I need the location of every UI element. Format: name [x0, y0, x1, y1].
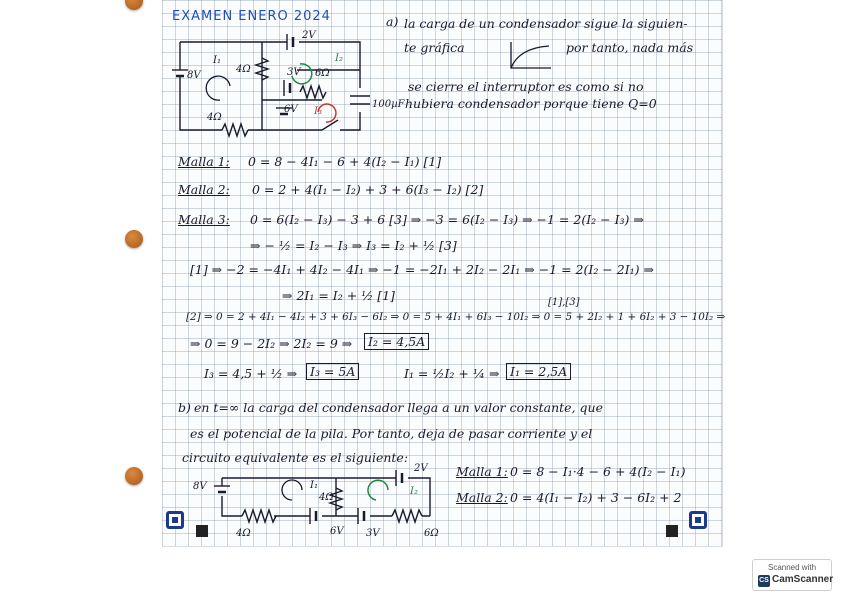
camscanner-logo-icon: CS — [758, 575, 770, 587]
binder-hole-middle — [125, 230, 143, 248]
part-b-label: b) — [178, 400, 191, 415]
current-loop-b-i2 — [368, 480, 388, 500]
malla-2-label: Malla 2: — [178, 182, 230, 197]
result-i1: I₁ = 2,5A — [506, 363, 571, 380]
result-i3: I₃ = 5A — [306, 363, 359, 380]
current-loop-i1 — [206, 76, 230, 100]
part-b-malla-2-equation: 0 = 4(I₁ − I₂) + 3 − 6I₂ + 2 — [510, 490, 682, 505]
part-b-malla-1-label: Malla 1: — [456, 464, 508, 479]
part-a-line-2b: por tanto, nada más — [566, 40, 694, 55]
circuit-b-label-4ohm-mid: 4Ω — [319, 492, 334, 503]
camscanner-watermark — [752, 559, 832, 591]
scan-corner-marker-left — [166, 511, 184, 529]
malla-3-label: Malla 3: — [178, 212, 230, 227]
part-b-malla-1-equation: 0 = 8 − I₁·4 − 6 + 4(I₂ − I₁) — [510, 464, 686, 479]
circuit-b-label-6ohm: 6Ω — [424, 528, 439, 539]
circuit-b-label-6v: 6V — [330, 526, 344, 537]
malla-1-equation: 0 = 8 − 4I₁ − 6 + 4(I₂ − I₁) [1] — [248, 154, 442, 169]
binder-hole-bottom — [125, 467, 143, 485]
circuit-a-wire-mid — [262, 42, 322, 130]
scan-corner-square-right — [666, 525, 678, 537]
resistor-4ohm-b-left — [242, 510, 276, 522]
result-i2: I₂ = 4,5A — [364, 333, 429, 350]
circuit-b-wire-left — [222, 478, 242, 516]
part-a-line-1: la carga de un condensador sigue la siguien- — [404, 16, 688, 31]
circuit-b-label-4ohm-left: 4Ω — [236, 528, 251, 539]
resistor-4ohm-left — [222, 124, 248, 136]
circuit-a-label-6v: 6V — [284, 104, 298, 115]
resistor-6ohm — [300, 86, 326, 98]
part-a-line-2a: te gráfica — [404, 40, 465, 55]
equation-line-4: ⇒ − ½ = I₂ − I₃ ⇒ I₃ = I₂ + ½ [3] — [250, 238, 457, 253]
exam-title: EXAMEN ENERO 2024 — [172, 9, 331, 24]
circuit-a-label-2v: 2V — [302, 30, 316, 41]
circuit-diagram-a — [172, 30, 382, 140]
resistor-6ohm-b — [392, 510, 422, 522]
circuit-b-label-3v: 3V — [366, 528, 380, 539]
circuit-a-label-3v: 3V — [287, 67, 301, 78]
circuit-a-label-i1: I₁ — [213, 55, 221, 66]
equation-line-8: ⇒ 0 = 9 − 2I₂ ⇒ 2I₂ = 9 ⇒ — [190, 336, 353, 351]
circuit-a-label-i2: I₂ — [335, 53, 343, 64]
equation-line-5: [1] ⇒ −2 = −4I₁ + 4I₂ − 4I₁ ⇒ −1 = −2I₁ + 2I₂ − 2I₁ ⇒ −1 = 2(I₂ − 2I₁) ⇒ — [190, 262, 654, 277]
circuit-b-label-2v: 2V — [414, 463, 428, 474]
scan-corner-square-left — [196, 525, 208, 537]
part-a-capacitor-value: 100µF — [372, 99, 405, 110]
equation-line-9b: I₁ = ½I₂ + ¼ ⇒ — [404, 366, 500, 381]
watermark-name: CamScanner — [772, 574, 834, 585]
equation-line-7-tag: [1],[3] — [548, 297, 580, 308]
equation-line-6: ⇒ 2I₁ = I₂ + ½ [1] — [282, 288, 395, 303]
circuit-a-label-i3: I₃ — [314, 106, 322, 117]
malla-2-equation: 0 = 2 + 4(I₁ − I₂) + 3 + 6(I₃ − I₂) [2] — [252, 182, 484, 197]
part-a-line-3: se cierre el interruptor es como si no — [408, 79, 644, 94]
malla-3-equation: 0 = 6(I₂ − I₃) − 3 + 6 [3] ⇒ −3 = 6(I₂ − I₃) ⇒ −1 = 2(I₂ − I₃) ⇒ — [250, 212, 644, 227]
circuit-a-label-4ohm-left: 4Ω — [207, 112, 222, 123]
equation-line-7: [2] ⇒ 0 = 2 + 4I₁ − 4I₂ + 3 + 6I₃ − 6I₂ ⇒ 0 = 5 + 4I₁ + 6I₃ − 10I₂ ⇒ 0 = 5 + 2I₂ + 1 + 6I₂ + 3 − 10I₂ ⇒ — [186, 311, 726, 323]
circuit-a-label-4ohm-mid: 4Ω — [236, 64, 251, 75]
binder-hole-top — [125, 0, 143, 10]
equation-line-9a: I₃ = 4,5 + ½ ⇒ — [204, 366, 298, 381]
circuit-b-label-i1: I₁ — [310, 480, 318, 491]
part-b-line-2: es el potencial de la pila. Por tanto, deja de pasar corriente y el — [190, 426, 593, 441]
circuit-b-label-8v: 8V — [193, 481, 207, 492]
scan-corner-marker-right — [689, 511, 707, 529]
circuit-a-wire-top — [180, 42, 360, 88]
part-a-label: a) — [386, 14, 399, 29]
part-b-line-3: circuito equivalente es el siguiente: — [182, 450, 409, 465]
part-a-line-4: hubiera condensador porque tiene Q=0 — [405, 96, 657, 111]
watermark-top-text: Scanned with — [767, 563, 817, 572]
circuit-a-label-6ohm: 6Ω — [315, 68, 330, 79]
current-loop-b-i1 — [282, 480, 302, 500]
circuit-a-wire-bottom — [248, 112, 360, 130]
malla-1-label: Malla 1: — [178, 154, 230, 169]
circuit-b-label-i2: I₂ — [410, 486, 418, 497]
charge-curve-sketch — [505, 38, 555, 72]
circuit-a-label-8v: 8V — [187, 70, 201, 81]
part-b-malla-2-label: Malla 2: — [456, 490, 508, 505]
part-b-line-1: en t=∞ la carga del condensador llega a un valor constante, que — [194, 400, 603, 415]
